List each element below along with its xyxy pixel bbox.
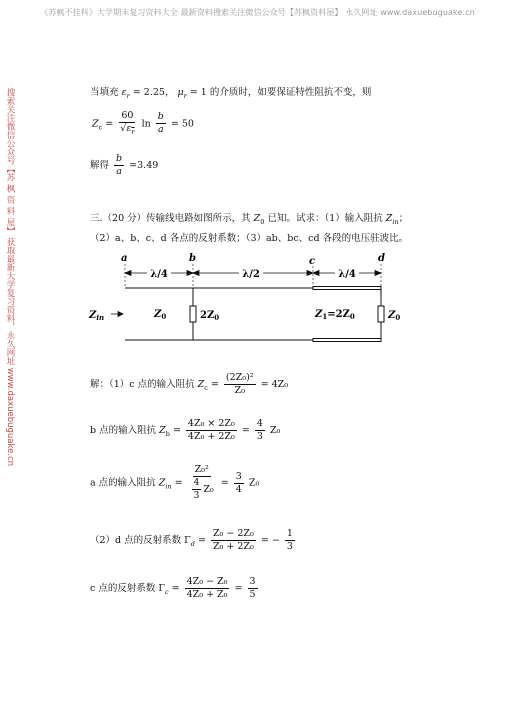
equation-zc: $Z_c$ = $\frac{60}{√\varepsilon_r}$ ln $\frac{b}{a}$ = 50 xyxy=(92,110,194,136)
solution-c-impedance: 解：（1）c 点的输入阻抗 $Z_c$ = $\frac{\text{(2Z₀)²}}{\text{Z₀}}$ = 4Z₀ xyxy=(90,372,289,396)
z1-label: $Z_1=2Z_0$ xyxy=(315,309,355,321)
solve-value: =3.49 xyxy=(129,160,159,171)
zin-label: $Z_{in}$ xyxy=(89,310,105,322)
load-d-label: $Z_0$ xyxy=(388,310,401,322)
intro-line: 当填充 $\varepsilon_r = 2.25$， $\mu_r = 1$ 的介质时，如要保证特性阻抗不变，则 xyxy=(90,87,372,100)
point-d: d xyxy=(378,253,385,264)
point-a: a xyxy=(121,253,128,264)
point-b: b xyxy=(189,253,196,264)
problem-line-1: 三.（20 分）传输线电路如图所示，其 $Z_0$ 已知。试求：（1）输入阻抗 $Z_{in}$； xyxy=(90,213,409,226)
intro-suffix: 的介质时，如要保证特性阻抗不变，则 xyxy=(209,87,372,98)
solve-line: 解得 $\frac{b}{a}$ =3.49 xyxy=(90,153,159,177)
mu-value: = 1 xyxy=(189,87,207,98)
point-c: c xyxy=(309,256,316,267)
eq1-fraction: $\frac{60}{√\varepsilon_r}$ xyxy=(120,110,135,136)
problem-line-2: （2）a、b、c、d 各点的反射系数；（3）ab、bc、cd 各段的电压驻波比。 xyxy=(90,233,409,244)
load-b-label: $2Z_0$ xyxy=(200,310,220,322)
epsilon-symbol: $\varepsilon_r$ xyxy=(121,87,130,100)
solution-a-impedance: a 点的输入阻抗 $Z_{in}$ = Z₀² $\frac{4}{3}$ Z₀ = $\frac{3}{4}$ Z₀ xyxy=(90,464,260,501)
solution-d-reflection: （2）d 点的反射系数 $\Gamma_d$ = $\frac{\text{Z₀ − 2Z₀}}{\text{Z₀ + 2Z₀}}$ = − $\frac{1}{3}$ xyxy=(90,528,293,552)
solution-b-impedance: b 点的输入阻抗 $Z_b$ = $\frac{\text{4Z₀ × 2Z₀}}{\text{4Z₀ + 2Z₀}}$ = $\frac{4}{3}$ Z₀ xyxy=(90,418,281,442)
seg-cd-label: λ/4 xyxy=(338,269,356,280)
seg-ab-label: λ/4 xyxy=(150,269,168,280)
eq1-result: = 50 xyxy=(170,118,194,130)
transmission-line-circuit xyxy=(85,248,415,348)
solution-c-reflection: c 点的反射系数 $\Gamma_c$ = $\frac{\text{4Z₀ − Z₀}}{\text{4Z₀ + Z₀}}$ = $\frac{3}{5}$ xyxy=(90,576,256,600)
mu-symbol: $\mu_r$ xyxy=(177,87,187,100)
intro-prefix: 当填充 xyxy=(90,87,119,98)
ln-operator: ln xyxy=(141,118,151,130)
z0-line-label: $Z_0$ xyxy=(154,309,167,321)
page-header-watermark: 《苏枫不挂科》大学期末复习资料大全 最新资料搜索关注微信公众号【苏枫资料屋】 永久网址 www.daxuebuguake.cn xyxy=(40,8,475,17)
seg-bc-label: λ/2 xyxy=(242,269,260,280)
epsilon-value: = 2.25 xyxy=(132,87,165,98)
b-over-a: $\frac{b}{a}$ xyxy=(157,111,164,136)
side-watermark: 搜索关注微信公众号【苏 枫 资 料 屋】 获取最新大学复习资料，永久网址 www.daxuebuguake.cn xyxy=(5,88,15,467)
